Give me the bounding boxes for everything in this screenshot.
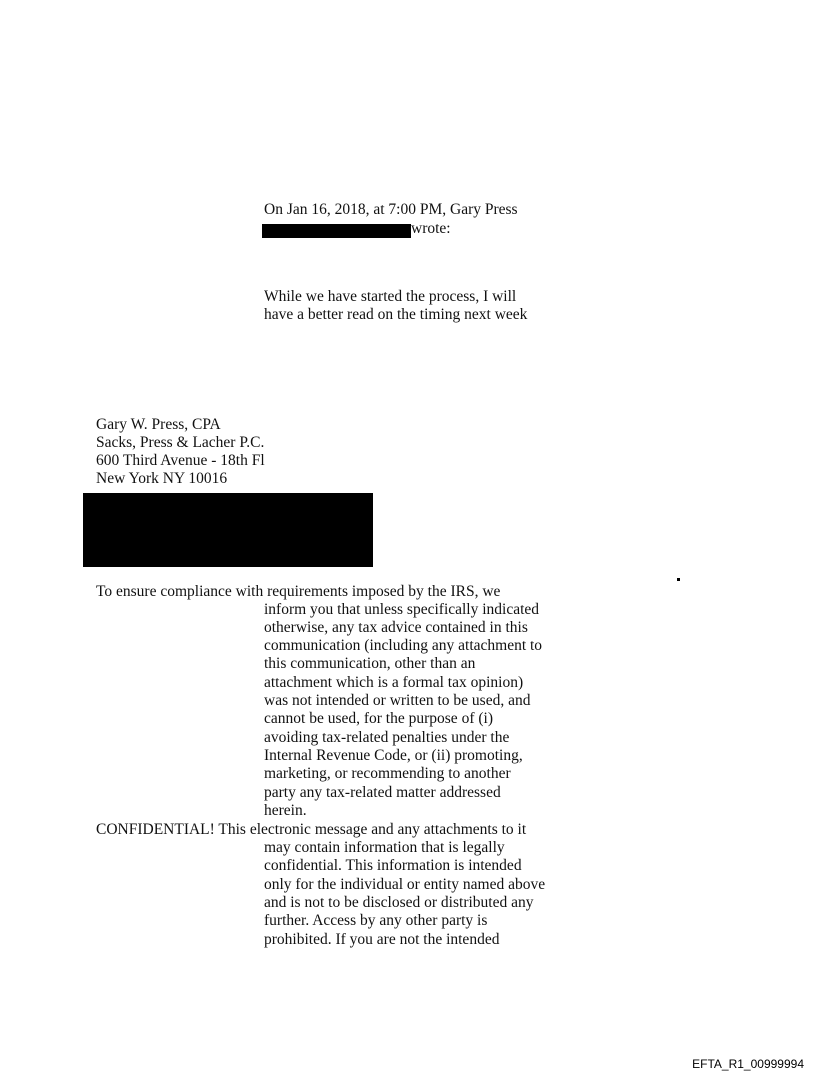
- redaction-bar-email-address: [262, 224, 411, 238]
- confidential-notice-line: only for the individual or entity named above: [264, 876, 546, 893]
- irs-notice-line: party any tax-related matter addressed: [264, 784, 501, 801]
- signature-name: Gary W. Press, CPA: [96, 416, 221, 433]
- irs-notice-line: otherwise, any tax advice contained in this: [264, 619, 528, 636]
- confidential-notice-line: prohibited. If you are not the intended: [264, 931, 500, 948]
- irs-notice-line: attachment which is a formal tax opinion): [264, 674, 524, 691]
- document-id: EFTA_R1_00999994: [692, 1057, 804, 1071]
- confidential-notice-line: confidential. This information is intended: [264, 857, 522, 874]
- irs-notice-first-line: To ensure compliance with requirements imposed by the IRS, we: [96, 583, 501, 600]
- message-body-line-2: have a better read on the timing next week: [264, 306, 528, 323]
- irs-notice-line: Internal Revenue Code, or (ii) promoting,: [264, 747, 523, 764]
- confidential-notice-line: may contain information that is legally: [264, 839, 505, 856]
- signature-city: New York NY 10016: [96, 470, 228, 487]
- confidential-notice-line: and is not to be disclosed or distributed any: [264, 894, 534, 911]
- irs-notice-line: herein.: [264, 802, 307, 819]
- signature-firm: Sacks, Press & Lacher P.C.: [96, 434, 265, 451]
- irs-notice-line: this communication, other than an: [264, 655, 476, 672]
- stray-dot-mark: [677, 578, 680, 581]
- confidential-notice-first-line: CONFIDENTIAL! This electronic message and any attachments to it: [96, 821, 527, 838]
- irs-notice-line: inform you that unless specifically indicated: [264, 601, 540, 618]
- signature-address: 600 Third Avenue - 18th Fl: [96, 452, 265, 469]
- email-header-wrote: wrote:: [411, 220, 451, 237]
- confidential-notice-line: further. Access by any other party is: [264, 912, 488, 929]
- irs-notice-line: cannot be used, for the purpose of (i): [264, 710, 493, 727]
- irs-notice-line: communication (including any attachment to: [264, 637, 543, 654]
- redaction-block-signature: [83, 493, 373, 567]
- irs-notice-line: marketing, or recommending to another: [264, 765, 511, 782]
- irs-notice-line: was not intended or written to be used, and: [264, 692, 531, 709]
- irs-notice-line: avoiding tax-related penalties under the: [264, 729, 510, 746]
- email-header-line: On Jan 16, 2018, at 7:00 PM, Gary Press: [264, 201, 518, 218]
- message-body-line-1: While we have started the process, I will: [264, 288, 517, 305]
